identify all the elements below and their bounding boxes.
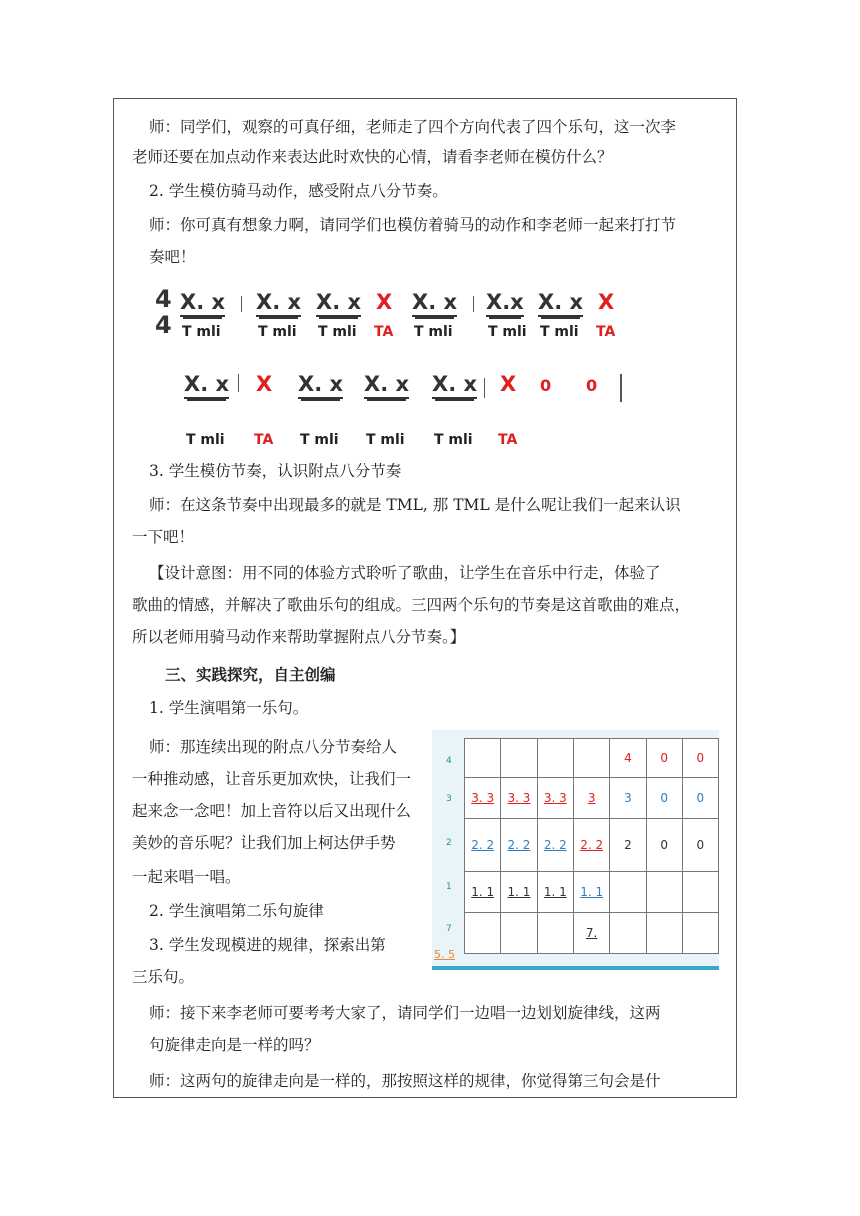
grid-cell [610,872,646,913]
grid-cell [501,913,537,954]
grid-note: 3. 3 [543,791,567,805]
grid-cell [465,913,501,954]
grid-cell [537,819,573,872]
rhythm-note: X. x [364,372,409,399]
paragraph: 老师还要在加点动作来表达此时欢快的心情，请看李老师在模仿什么？ [132,148,613,166]
paragraph: 一下吧！ [132,528,195,546]
paragraph: 师：在这条节奏中出现最多的就是 TML, 那 TML 是什么呢让我们一起来认识 [149,496,681,514]
barline [484,378,485,398]
melody-grid-figure [432,730,719,970]
grid-cell [646,739,682,778]
list-item: 1. 学生演唱第一乐句。 [149,699,309,717]
barline [241,296,242,312]
grid-cell [537,739,573,778]
time-signature-top: 4 [155,285,172,313]
grid-note: 2. 2 [580,838,604,852]
rhythm-zero: 0 [540,376,552,395]
rhythm-syllable: T mli [366,432,405,448]
grid-note: 3 [587,791,596,805]
rhythm-rest-x: X [500,372,517,396]
grid-cell [501,872,537,913]
paragraph: 一起来唱一唱。 [132,868,241,886]
grid-cell [610,819,646,872]
barline [620,374,622,402]
rhythm-syllable: T mli [182,324,221,340]
paragraph: 师：你可真有想象力啊，请同学们也模仿着骑马的动作和李老师一起来打打节 [149,216,677,234]
paragraph: 奏吧！ [149,248,196,266]
grid-cell [465,739,501,778]
rhythm-note: X. x [184,372,229,399]
grid-footer-notes: 5. 5 [434,948,455,961]
grid-note: 3 [624,791,632,805]
grid-note: 0 [696,751,705,765]
grid-cell [682,913,718,954]
rhythm-syllable: T mli [540,324,579,340]
grid-cell [573,913,609,954]
paragraph: 句旋律走向是一样的吗？ [149,1036,320,1054]
grid-note: 7. [585,926,598,940]
rhythm-note: X. x [180,290,225,317]
melody-grid [464,738,719,954]
grid-cell [573,739,609,778]
paragraph: 起来念一念吧！加上音符以后又出现什么 [132,802,412,820]
grid-level-label: 2 [446,838,452,848]
grid-level-label: 4 [446,756,452,766]
list-item: 3. 学生模仿节奏，认识附点八分节奏 [149,462,402,480]
figure-bottom-bar [432,966,719,970]
rhythm-syllable: T mli [488,324,527,340]
rhythm-zero: 0 [586,376,598,395]
rhythm-syllable: TA [596,324,616,340]
grid-cell [537,913,573,954]
rhythm-syllable: T mli [414,324,453,340]
paragraph: 一种推动感，让音乐更加欢快，让我们一 [132,770,412,788]
grid-cell [465,819,501,872]
paragraph: 师：这两句的旋律走向是一样的，那按照这样的规律，你觉得第三句会是什 [149,1072,661,1090]
grid-note: 2. 2 [471,838,495,852]
design-note: 所以老师用骑马动作来帮助掌握附点八分节奏。】 [132,628,466,646]
section-heading: 三、实践探究，自主创编 [165,665,336,684]
rhythm-rest-x: X [598,290,615,314]
list-item: 2. 学生演唱第二乐句旋律 [149,902,324,920]
grid-row [465,819,719,872]
design-note: 【设计意图：用不同的体验方式聆听了歌曲，让学生在音乐中行走，体验了 [149,564,661,582]
grid-cell [610,913,646,954]
time-signature-bottom: 4 [155,311,172,339]
barline [238,374,239,392]
rhythm-note: X. x [538,290,583,317]
list-item: 3. 学生发现模进的规律，探索出第 [149,936,386,954]
list-item: 三乐句。 [132,968,195,986]
grid-note: 4 [624,751,632,765]
grid-note: 2 [624,838,632,852]
rhythm-syllable: TA [498,432,518,448]
paragraph: 师：同学们，观察的可真仔细，老师走了四个方向代表了四个乐句，这一次李 [149,118,677,136]
grid-row [465,872,719,913]
grid-row [465,739,719,778]
paragraph: 美妙的音乐呢？让我们加上柯达伊手势 [132,834,396,852]
rhythm-syllable: T mli [186,432,225,448]
rhythm-note: X. x [256,290,301,317]
grid-note: 1. 1 [471,885,495,899]
rhythm-syllable: T mli [434,432,473,448]
grid-cell [682,872,718,913]
grid-note: 0 [660,751,668,765]
grid-cell [610,739,646,778]
rhythm-note: X.x [486,290,524,317]
paragraph: 师：那连续出现的附点八分节奏给人 [149,738,398,756]
grid-level-label: 3 [446,794,452,804]
rhythm-note: X. x [316,290,361,317]
grid-row [465,913,719,954]
grid-cell [573,872,609,913]
grid-cell [501,819,537,872]
grid-note: 2. 2 [507,838,531,852]
grid-cell [682,739,718,778]
grid-note: 3. 3 [471,791,495,805]
grid-cell [682,778,718,819]
grid-cell [465,872,501,913]
rhythm-rest-x: X [376,290,393,314]
grid-note: 0 [696,791,705,805]
grid-cell [610,778,646,819]
grid-note: 0 [660,838,668,852]
grid-cell [465,778,501,819]
grid-note: 3. 3 [507,791,531,805]
grid-note: 1. 1 [580,885,604,899]
grid-cell [501,778,537,819]
grid-row [465,778,719,819]
grid-note: 2. 2 [543,838,567,852]
rhythm-syllable: T mli [300,432,339,448]
grid-cell [646,819,682,872]
grid-cell [573,819,609,872]
rhythm-syllable: T mli [258,324,297,340]
list-item: 2. 学生模仿骑马动作，感受附点八分节奏。 [149,182,448,200]
grid-level-label: 1 [446,882,452,892]
grid-cell [537,872,573,913]
grid-cell [537,778,573,819]
grid-note: 0 [696,838,705,852]
rhythm-syllable: TA [254,432,274,448]
grid-cell [501,739,537,778]
rhythm-rest-x: X [256,372,273,396]
grid-cell [573,778,609,819]
paragraph: 师：接下来李老师可要考考大家了，请同学们一边唱一边划划旋律线，这两 [149,1004,661,1022]
grid-cell [646,778,682,819]
grid-note: 0 [660,791,668,805]
grid-note: 1. 1 [507,885,531,899]
rhythm-note: X. x [432,372,477,399]
rhythm-note: X. x [412,290,457,317]
grid-note: 1. 1 [543,885,567,899]
rhythm-syllable: T mli [318,324,357,340]
grid-cell [646,913,682,954]
barline [473,296,474,312]
grid-level-label: 7 [446,924,452,934]
design-note: 歌曲的情感，并解决了歌曲乐句的组成。三四两个乐句的节奏是这首歌曲的难点， [132,596,691,614]
rhythm-note: X. x [298,372,343,399]
grid-cell [682,819,718,872]
grid-cell [646,872,682,913]
rhythm-syllable: TA [374,324,394,340]
